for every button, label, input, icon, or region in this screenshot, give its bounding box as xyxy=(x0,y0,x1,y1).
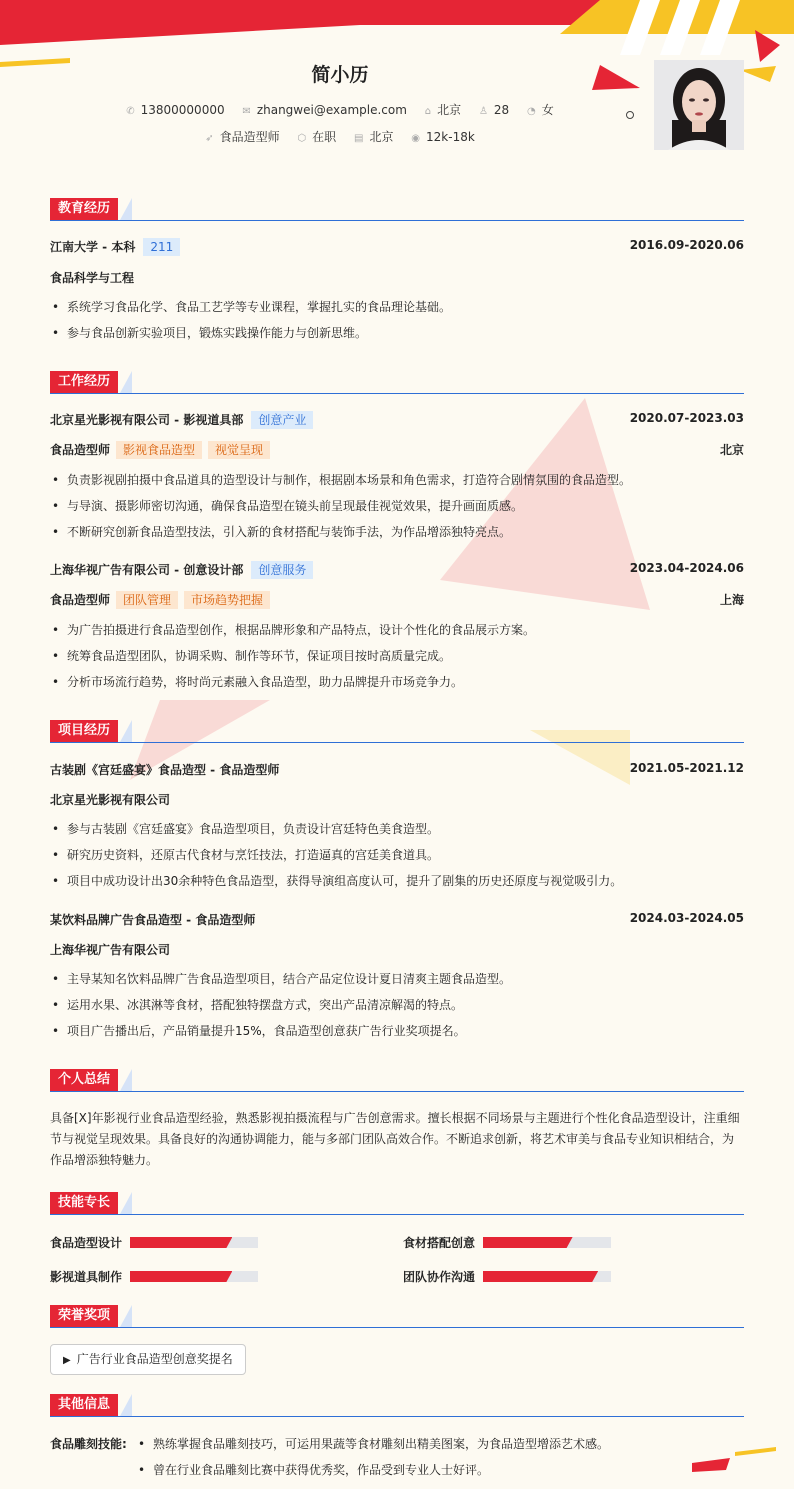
list-item: • 研究历史资料，还原古代食材与烹饪技法，打造逼真的宫廷美食道具。 xyxy=(50,846,744,864)
phone: 13800000000 xyxy=(140,103,225,117)
skill-tag: 团队管理 xyxy=(116,591,178,609)
section-project xyxy=(50,720,744,743)
list-item: • 项目中成功设计出30余种特色食品造型，获得导演组高度认可，提升了剧集的历史还原度与视觉吸引力。 xyxy=(50,872,744,890)
contact-row xyxy=(0,101,680,118)
city: 北京 xyxy=(369,130,394,144)
list-item: • 负责影视剧拍摄中食品道具的造型设计与制作，根据剧本场景和角色需求，打造符合剧情氛围的食品造型。 xyxy=(50,471,744,489)
section-title: 其他信息 xyxy=(50,1394,118,1416)
skill-bar xyxy=(483,1237,611,1248)
list-item: • 与导演、摄影师密切沟通，确保食品造型在镜头前呈现最佳视觉效果，提升画面质感。 xyxy=(50,497,744,515)
edu-date: 2016.09-2020.06 xyxy=(629,238,744,252)
job-row xyxy=(0,128,680,145)
phone-icon: ✆ xyxy=(126,106,135,117)
salary-icon: ◉ xyxy=(411,133,421,144)
section-title: 工作经历 xyxy=(50,371,118,393)
major: 食品科学与工程 xyxy=(50,271,135,285)
section-title: 技能专长 xyxy=(50,1192,118,1214)
list-item: • 曾在行业食品雕刻比赛中获得优秀奖，作品受到专业人士好评。 xyxy=(136,1461,736,1479)
company: 上海华视广告有限公司 - 创意设计部 xyxy=(50,563,244,577)
work-entry xyxy=(50,561,744,579)
email: zhangwei@example.com xyxy=(256,103,407,117)
location: 北京 xyxy=(437,103,462,117)
status-icon: ⬡ xyxy=(297,133,307,144)
age-icon: ♙ xyxy=(478,106,488,117)
project-title: 某饮料品牌广告食品造型 - 食品造型师 xyxy=(50,913,256,927)
list-item: • 参与食品创新实验项目，锻炼实践操作能力与创新思维。 xyxy=(50,324,744,342)
project-title: 古装剧《宫廷盛宴》食品造型 - 食品造型师 xyxy=(50,763,280,777)
skill-bar xyxy=(130,1237,258,1248)
work-role xyxy=(50,441,744,459)
list-item: • 分析市场流行趋势，将时尚元素融入食品造型，助力品牌提升市场竞争力。 xyxy=(50,673,744,691)
list-item: • 参与古装剧《宫廷盛宴》食品造型项目，负责设计宫廷特色美食造型。 xyxy=(50,820,744,838)
list-item: • 为广告拍摄进行食品造型创作，根据品牌形象和产品特点，设计个性化的食品展示方案。 xyxy=(50,621,744,639)
section-skills xyxy=(50,1192,744,1215)
project-org: 上海华视广告有限公司 xyxy=(50,943,171,957)
list-item: • 熟练掌握食品雕刻技巧，可运用果蔬等食材雕刻出精美图案，为食品造型增添艺术感。 xyxy=(136,1435,736,1453)
status: 在职 xyxy=(312,130,337,144)
avatar xyxy=(654,60,744,150)
list-item: • 系统学习食品化学、食品工艺学等专业课程，掌握扎实的食品理论基础。 xyxy=(50,298,744,316)
other-label: 食品雕刻技能: xyxy=(50,1437,127,1451)
school: 江南大学 - 本科 xyxy=(50,240,136,254)
skill-tag: 市场趋势把握 xyxy=(184,591,270,609)
project-entry xyxy=(50,761,744,778)
section-title: 项目经历 xyxy=(50,720,118,742)
job: 食品造型师 xyxy=(219,130,280,144)
gender: 女 xyxy=(541,103,554,117)
gender-icon: ◔ xyxy=(527,106,536,117)
school-tag: 211 xyxy=(143,238,180,256)
section-honors xyxy=(50,1305,744,1328)
list-item: • 统筹食品造型团队，协调采购、制作等环节，保证项目按时高质量完成。 xyxy=(50,647,744,665)
building-icon: ▤ xyxy=(354,133,364,144)
age: 28 xyxy=(493,103,510,117)
list-item: • 项目广告播出后，产品销量提升15%，食品造型创意获广告行业奖项提名。 xyxy=(50,1022,744,1040)
skill-name: 团队协作沟通 xyxy=(403,1270,476,1284)
work-date: 2020.07-2023.03 xyxy=(629,411,744,425)
section-title: 个人总结 xyxy=(50,1069,118,1091)
work-entry xyxy=(50,411,744,429)
section-education xyxy=(50,198,744,221)
award-item[interactable] xyxy=(50,1344,246,1375)
work-city: 北京 xyxy=(719,443,744,457)
section-title: 荣誉奖项 xyxy=(50,1305,118,1327)
resume-name: 简小历 xyxy=(311,64,369,86)
skill-bar xyxy=(130,1271,258,1282)
list-item: • 运用水果、冰淇淋等食材，搭配独特摆盘方式，突出产品清凉解渴的特点。 xyxy=(50,996,744,1014)
skill-name: 食材搭配创意 xyxy=(403,1236,476,1250)
education-entry xyxy=(50,238,744,256)
skill-name: 食品造型设计 xyxy=(50,1236,123,1250)
role: 食品造型师 xyxy=(50,593,111,607)
skill-tag: 影视食品造型 xyxy=(116,441,202,459)
section-work xyxy=(50,371,744,394)
work-role xyxy=(50,591,744,609)
section-other xyxy=(50,1394,744,1417)
skill-bar xyxy=(483,1271,611,1282)
section-summary xyxy=(50,1069,744,1092)
project-date: 2021.05-2021.12 xyxy=(629,761,744,775)
skill-name: 影视道具制作 xyxy=(50,1270,123,1284)
project-date: 2024.03-2024.05 xyxy=(629,911,744,925)
industry-tag: 创意服务 xyxy=(251,561,313,579)
mail-icon: ✉ xyxy=(242,106,251,117)
work-city: 上海 xyxy=(719,593,744,607)
salary: 12k-18k xyxy=(426,130,475,144)
skill-tag: 视觉呈现 xyxy=(208,441,270,459)
caret-right-icon: ▶ xyxy=(63,1355,71,1366)
list-item: • 不断研究创新食品造型技法，引入新的食材搭配与装饰手法，为作品增添独特亮点。 xyxy=(50,523,744,541)
list-item: • 主导某知名饮料品牌广告食品造型项目，结合产品定位设计夏日清爽主题食品造型。 xyxy=(50,970,744,988)
company: 北京星光影视有限公司 - 影视道具部 xyxy=(50,413,244,427)
role: 食品造型师 xyxy=(50,443,111,457)
project-org: 北京星光影视有限公司 xyxy=(50,793,171,807)
summary-text: 具备[X]年影视行业食品造型经验，熟悉影视拍摄流程与广告创意需求。擅长根据不同场景与主题进行个性化食品造型设计，注重细节与视觉呈现效果。具备良好的沟通协调能力，能与多部门团队高效合作。不断追求创新，将艺术审美与食品专业知识相结合，为作品增添独特魅力。 xyxy=(50,1111,740,1167)
home-icon: ⌂ xyxy=(424,106,432,117)
award-label: 广告行业食品造型创意奖提名 xyxy=(76,1352,233,1366)
send-icon: ➶ xyxy=(205,133,214,144)
industry-tag: 创意产业 xyxy=(251,411,313,429)
section-title: 教育经历 xyxy=(50,198,118,220)
project-entry xyxy=(50,911,744,928)
work-date: 2023.04-2024.06 xyxy=(629,561,744,575)
